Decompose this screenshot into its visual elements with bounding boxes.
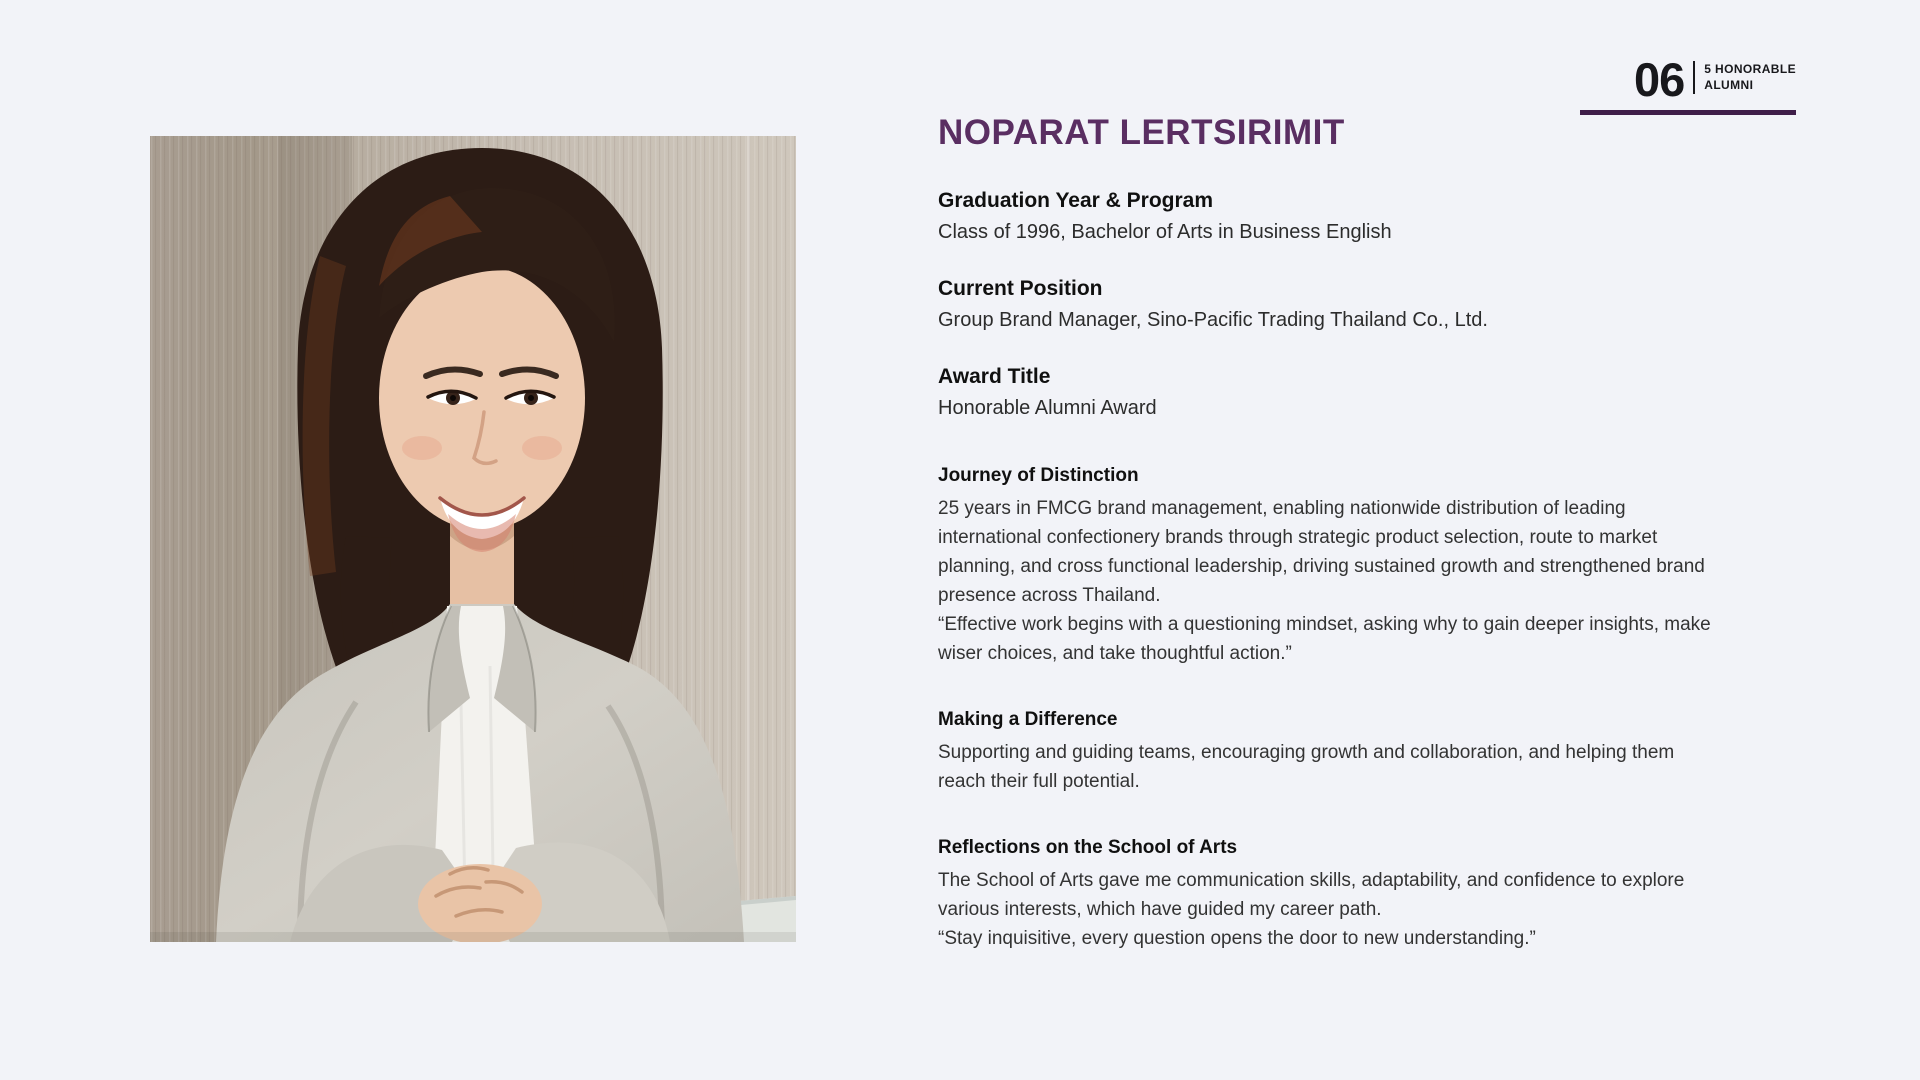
field-position-value: Group Brand Manager, Sino-Pacific Trading Thailand Co., Ltd.	[938, 308, 1488, 331]
section-journey	[938, 464, 1716, 668]
page-number: 06	[1633, 53, 1685, 106]
section-difference-body: Supporting and guiding teams, encouraging growth and collaboration, and helping them reach their full potential.	[938, 741, 1675, 792]
section-difference-heading: Making a Difference	[938, 708, 1118, 730]
field-award	[938, 364, 1716, 422]
portrait-illustration	[150, 136, 796, 942]
alumni-name: NOPARAT LERTSIRIMIT	[938, 113, 1345, 152]
badge-label-line2: ALUMNI	[1704, 77, 1754, 92]
field-position	[938, 276, 1716, 334]
field-position-label: Current Position	[938, 276, 1103, 300]
field-graduation-value: Class of 1996, Bachelor of Arts in Business English	[938, 220, 1392, 243]
profile-sections	[938, 464, 1716, 953]
field-award-value: Honorable Alumni Award	[938, 396, 1157, 419]
field-graduation	[938, 188, 1716, 246]
section-reflections	[938, 836, 1716, 953]
section-reflections-heading: Reflections on the School of Arts	[938, 836, 1238, 858]
badge-divider-line	[1693, 61, 1695, 94]
alumni-photo	[150, 136, 796, 942]
field-award-label: Award Title	[938, 364, 1051, 388]
badge-label	[1704, 62, 1796, 93]
badge-label-line1: 5 HONORABLE	[1704, 62, 1796, 76]
field-graduation-label: Graduation Year & Program	[938, 188, 1214, 212]
section-reflections-quote: “Stay inquisitive, every question opens the door to new understanding.”	[938, 927, 1536, 949]
section-journey-body: 25 years in FMCG brand management, enabling nationwide distribution of leading international confectionery brands through strategic product selection, route to market planning, and cross functional leadership, driving sustained growth and strengthened brand presence across Thailand.	[938, 497, 1705, 606]
section-journey-heading: Journey of Distinction	[938, 464, 1139, 486]
page-badge	[1580, 53, 1796, 115]
badge-row	[1580, 53, 1796, 106]
profile-content	[938, 115, 1716, 993]
section-journey-quote: “Effective work begins with a questioning mindset, asking why to gain deeper insights, make wiser choices, and take thoughtful action.”	[938, 613, 1711, 664]
section-reflections-body: The School of Arts gave me communication skills, adaptability, and confidence to explore various interests, which have guided my career path.	[938, 869, 1685, 920]
section-difference	[938, 708, 1716, 796]
